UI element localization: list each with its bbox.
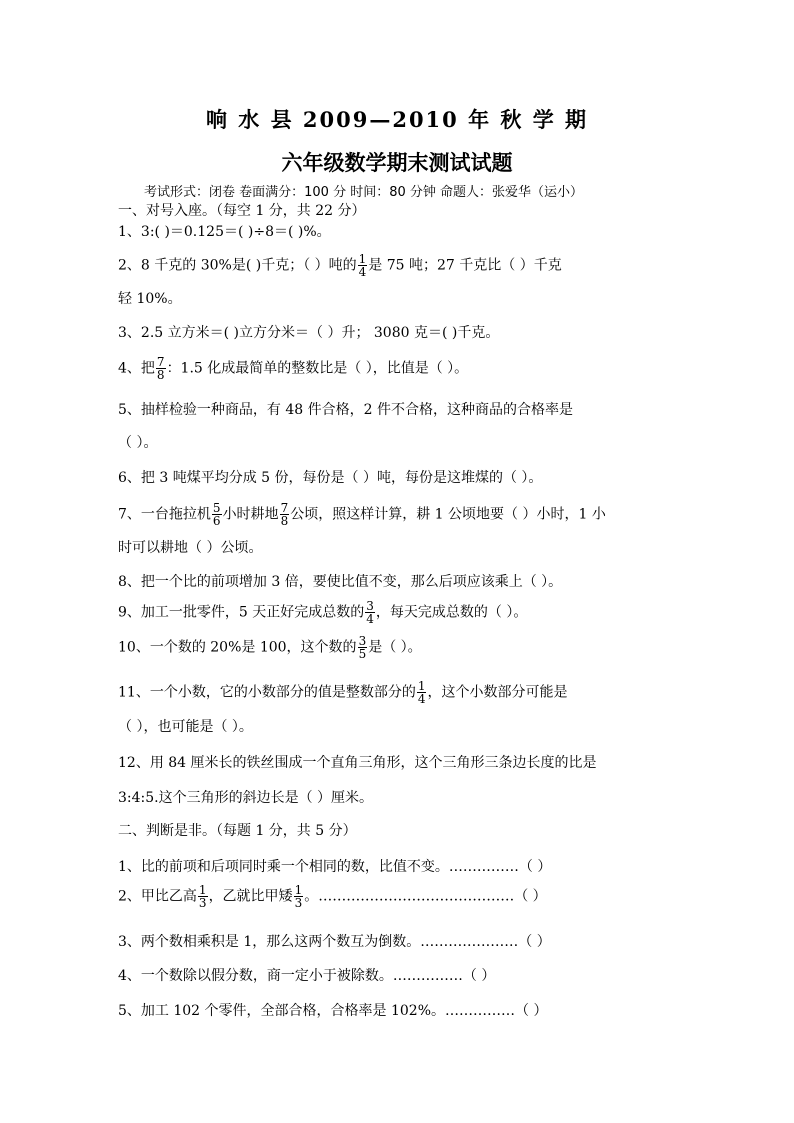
q4-text-b: ：1.5 化成最简单的整数比是（ ），比值是（ ）。: [166, 360, 469, 377]
fraction: [280, 502, 290, 527]
question-2-2: [118, 884, 547, 909]
fraction-numerator: 3: [358, 634, 367, 648]
section2-heading: 二、判断是非。（每题 1 分，共 5 分）: [118, 823, 357, 839]
question-1-8: 8、把一个比的前项增加 3 倍，要使比值不变，那么后项应该乘上（ ）。: [118, 574, 563, 590]
question-1-11-cont: （ ），也可能是（ ）。: [118, 719, 253, 735]
fraction: [358, 253, 368, 278]
q10-text-a: 10、一个数的 20%是 100，这个数的: [118, 639, 357, 656]
fraction-numerator: 1: [417, 679, 426, 693]
question-1-10: [118, 635, 422, 660]
fraction: [156, 356, 166, 381]
fraction-denominator: 5: [358, 647, 367, 661]
q7-text-a: 7、一台拖拉机: [118, 506, 211, 523]
fraction-denominator: 4: [417, 692, 426, 706]
question-1-12-cont: 3:4:5.这个三角形的斜边长是（ ）厘米。: [118, 790, 374, 806]
q2-text-a: 2、8 千克的 30%是( )千克；（ ）吨的: [118, 257, 357, 274]
fraction-denominator: 6: [212, 514, 221, 528]
q11-text-b: ，这个小数部分可能是: [427, 684, 568, 701]
fraction-denominator: 3: [294, 896, 303, 910]
question-2-1: 1、比的前项和后项同时乘一个相同的数，比值不变。……………（ ）: [118, 859, 552, 875]
fraction: [365, 600, 375, 625]
question-1-3: 3、2.5 立方米＝( )立方分米＝（ ）升； 3080 克＝( )千克。: [118, 325, 500, 341]
fraction-denominator: 8: [280, 514, 289, 528]
fraction: [417, 680, 427, 705]
q4-text-a: 4、把: [118, 360, 155, 377]
fraction-numerator: 7: [280, 501, 289, 515]
q9-text-a: 9、加工一批零件，5 天正好完成总数的: [118, 604, 365, 621]
question-1-5-cont: （ ）。: [118, 435, 158, 451]
q10-text-b: 是（ ）。: [368, 639, 422, 656]
question-2-3: 3、两个数相乘积是 1，那么这两个数互为倒数。…………………（ ）: [118, 934, 551, 950]
question-1-5: 5、抽样检验一种商品，有 48 件合格，2 件不合格，这种商品的合格率是: [118, 402, 573, 418]
q11-text-a: 11、一个小数，它的小数部分的值是整数部分的: [118, 684, 416, 701]
q2-2-text-c: 。……………………………………（ ）: [304, 888, 547, 905]
question-1-2: [118, 253, 562, 278]
question-1-11: [118, 680, 567, 705]
exam-title: 响 水 县 2009—2010 年 秋 学 期: [205, 107, 589, 132]
exam-subtitle: 六年级数学期末测试试题: [281, 150, 513, 175]
fraction-numerator: 1: [294, 883, 303, 897]
question-1-7-cont: 时可以耕地（ ）公顷。: [118, 540, 263, 556]
fraction-numerator: 1: [358, 252, 367, 266]
q2-text-b: 是 75 吨；27 千克比（ ）千克: [368, 257, 562, 274]
fraction-denominator: 3: [198, 896, 207, 910]
q2-2-text-b: ，乙就比甲矮: [208, 888, 293, 905]
question-1-12: 12、用 84 厘米长的铁丝围成一个直角三角形，这个三角形三条边长度的比是: [118, 755, 597, 771]
fraction-numerator: 1: [198, 883, 207, 897]
q7-text-c: 公顷，照这样计算，耕 1 公顷地要（ ）小时，1 小: [290, 506, 606, 523]
q9-text-b: ，每天完成总数的（ ）。: [375, 604, 528, 621]
q7-text-b: 小时耕地: [222, 506, 279, 523]
fraction-numerator: 7: [156, 355, 165, 369]
question-1-7: [118, 502, 606, 527]
fraction-numerator: 5: [212, 501, 221, 515]
question-1-4: [118, 356, 468, 381]
fraction-denominator: 4: [366, 612, 374, 626]
fraction: [294, 884, 304, 909]
q2-2-text-a: 2、甲比乙高: [118, 888, 197, 905]
fraction-numerator: 3: [366, 599, 374, 613]
question-1-6: 6、把 3 吨煤平均分成 5 份，每份是（ ）吨，每份是这堆煤的（ ）。: [118, 470, 543, 486]
fraction-denominator: 8: [156, 368, 165, 382]
fraction: [198, 884, 208, 909]
exam-meta: 考试形式：闭卷 卷面满分：100 分 时间：80 分钟 命题人：张爱华（运小）: [144, 185, 584, 200]
question-1-2-cont: 轻 10%。: [118, 291, 182, 307]
question-2-5: 5、加工 102 个零件，全部合格，合格率是 102%。……………（ ）: [118, 1003, 548, 1019]
fraction: [358, 635, 368, 660]
section1-heading: 一、对号入座。（每空 1 分，共 22 分）: [118, 203, 366, 219]
question-1-9: [118, 600, 527, 625]
question-2-4: 4、一个数除以假分数，商一定小于被除数。……………（ ）: [118, 968, 496, 984]
question-1-1: 1、3:( )＝0.125＝( )÷8＝( )%。: [118, 224, 331, 240]
fraction-denominator: 4: [358, 265, 367, 279]
fraction: [212, 502, 222, 527]
